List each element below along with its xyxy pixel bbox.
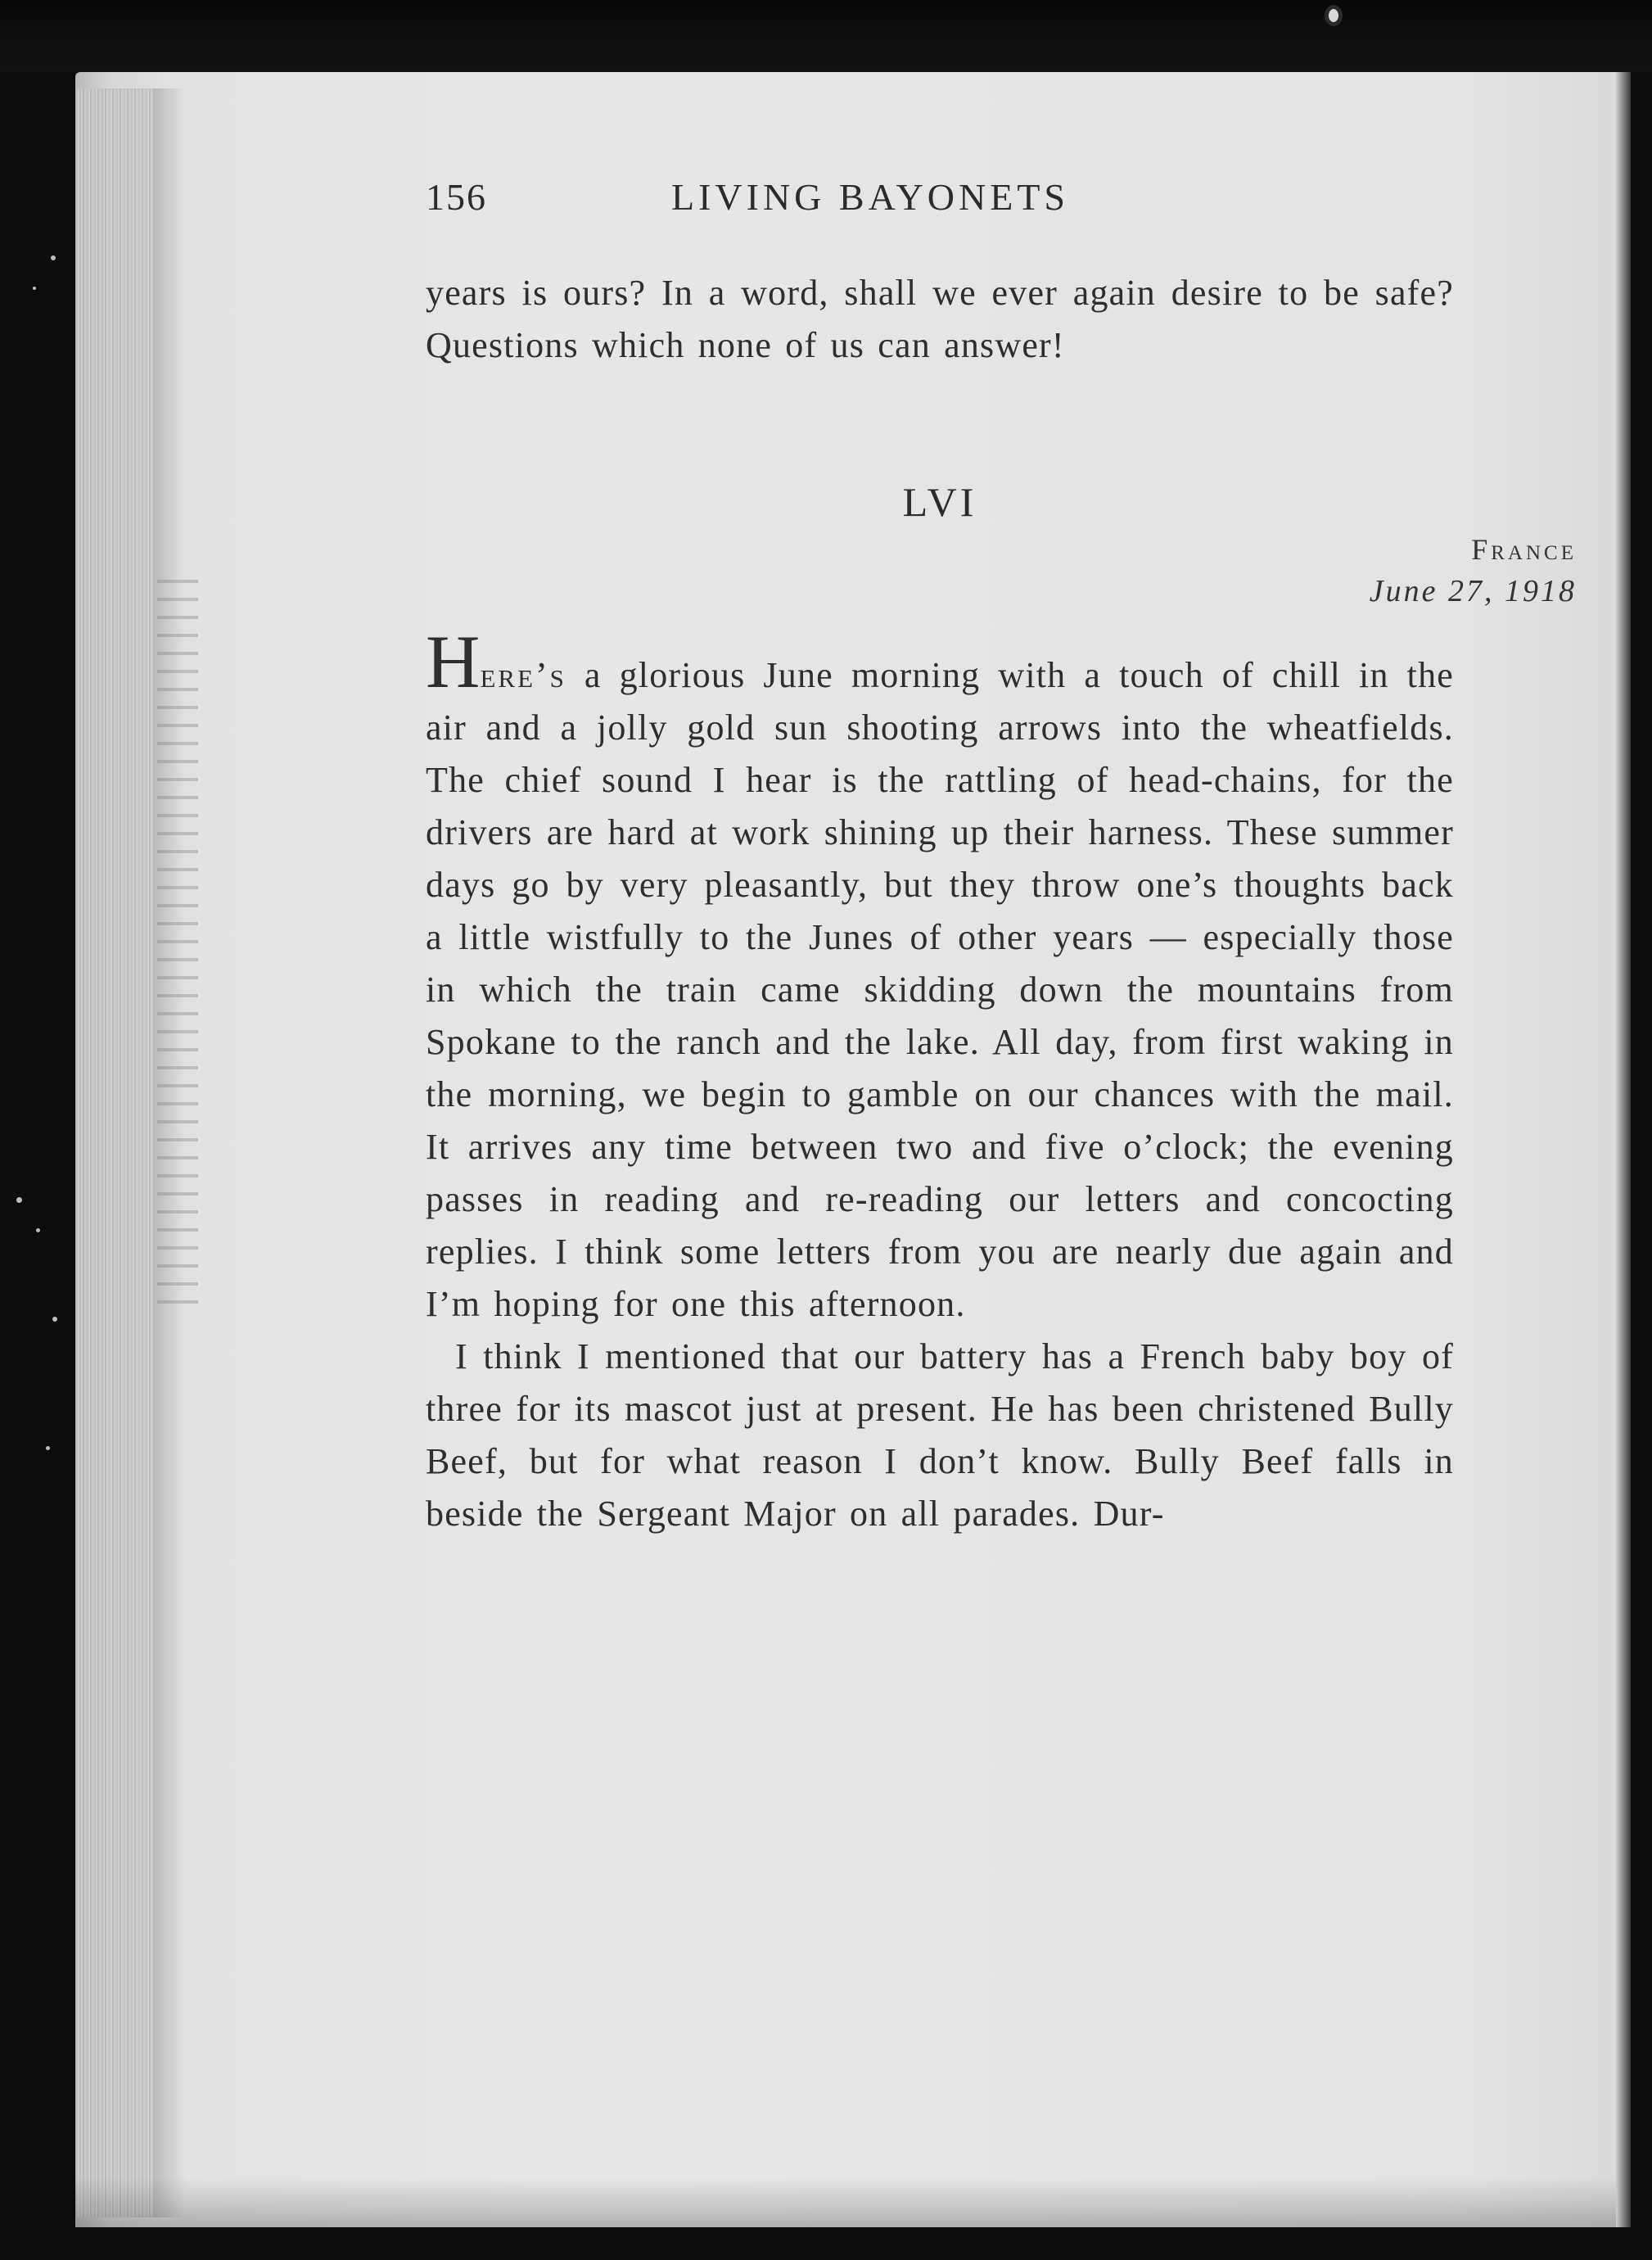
scan-artifact-dot <box>1325 5 1343 26</box>
letter-paragraph-1-text: a glorious June morning with a touch of chill in the air and a jolly gold sun shooting arrows into the wheatfields. The chief sound I hear is the rattling of head-chains, for the drivers are hard at work shining up their harness. These summer days go by very pleasantly, but they throw one’s thoughts back a little wistfully to the Junes of other years — especially those in which the train came skidding down the mountains from Spokane to the ranch and the lake. All day, from first waking in the morning, we begin to gamble on our chances with the mail. It arrives any time between two and five o’clock; the evening passes in reading and re-reading our letters and concocting replies. I think some letters from you are nearly due again and I’m hoping for one this afternoon. <box>426 655 1454 1324</box>
running-header <box>426 175 1454 224</box>
chapter-number: LVI <box>902 479 977 525</box>
letter-paragraph-2: I think I mentioned that our battery has a French baby boy of three for its mascot just at present. He has been christened Bully Beef, but for what reason I don’t know. Bully Beef falls in beside the Sergeant Major on all parades. Dur- <box>426 1336 1454 1534</box>
intro-paragraph: years is ours? In a word, shall we ever again desire to be safe? Questions which none of us can answer! <box>426 273 1454 365</box>
dateline-date: June 27, 1918 <box>1369 574 1577 608</box>
scan-border-top <box>0 0 1652 72</box>
dateline-place: France <box>1471 533 1577 566</box>
letter-paragraph-1 <box>426 620 1454 1331</box>
page-edge-stack <box>75 88 153 2217</box>
drop-cap: H <box>426 620 481 703</box>
page-bottom-shadow <box>75 2178 1631 2227</box>
page-right-edge <box>1616 72 1631 2227</box>
letter-body <box>426 620 1454 1540</box>
page-edge-marks <box>157 580 198 1317</box>
first-word-small-caps: ere’s <box>480 655 566 695</box>
page-number: 156 <box>426 176 487 218</box>
book-title: LIVING BAYONETS <box>671 176 1070 218</box>
